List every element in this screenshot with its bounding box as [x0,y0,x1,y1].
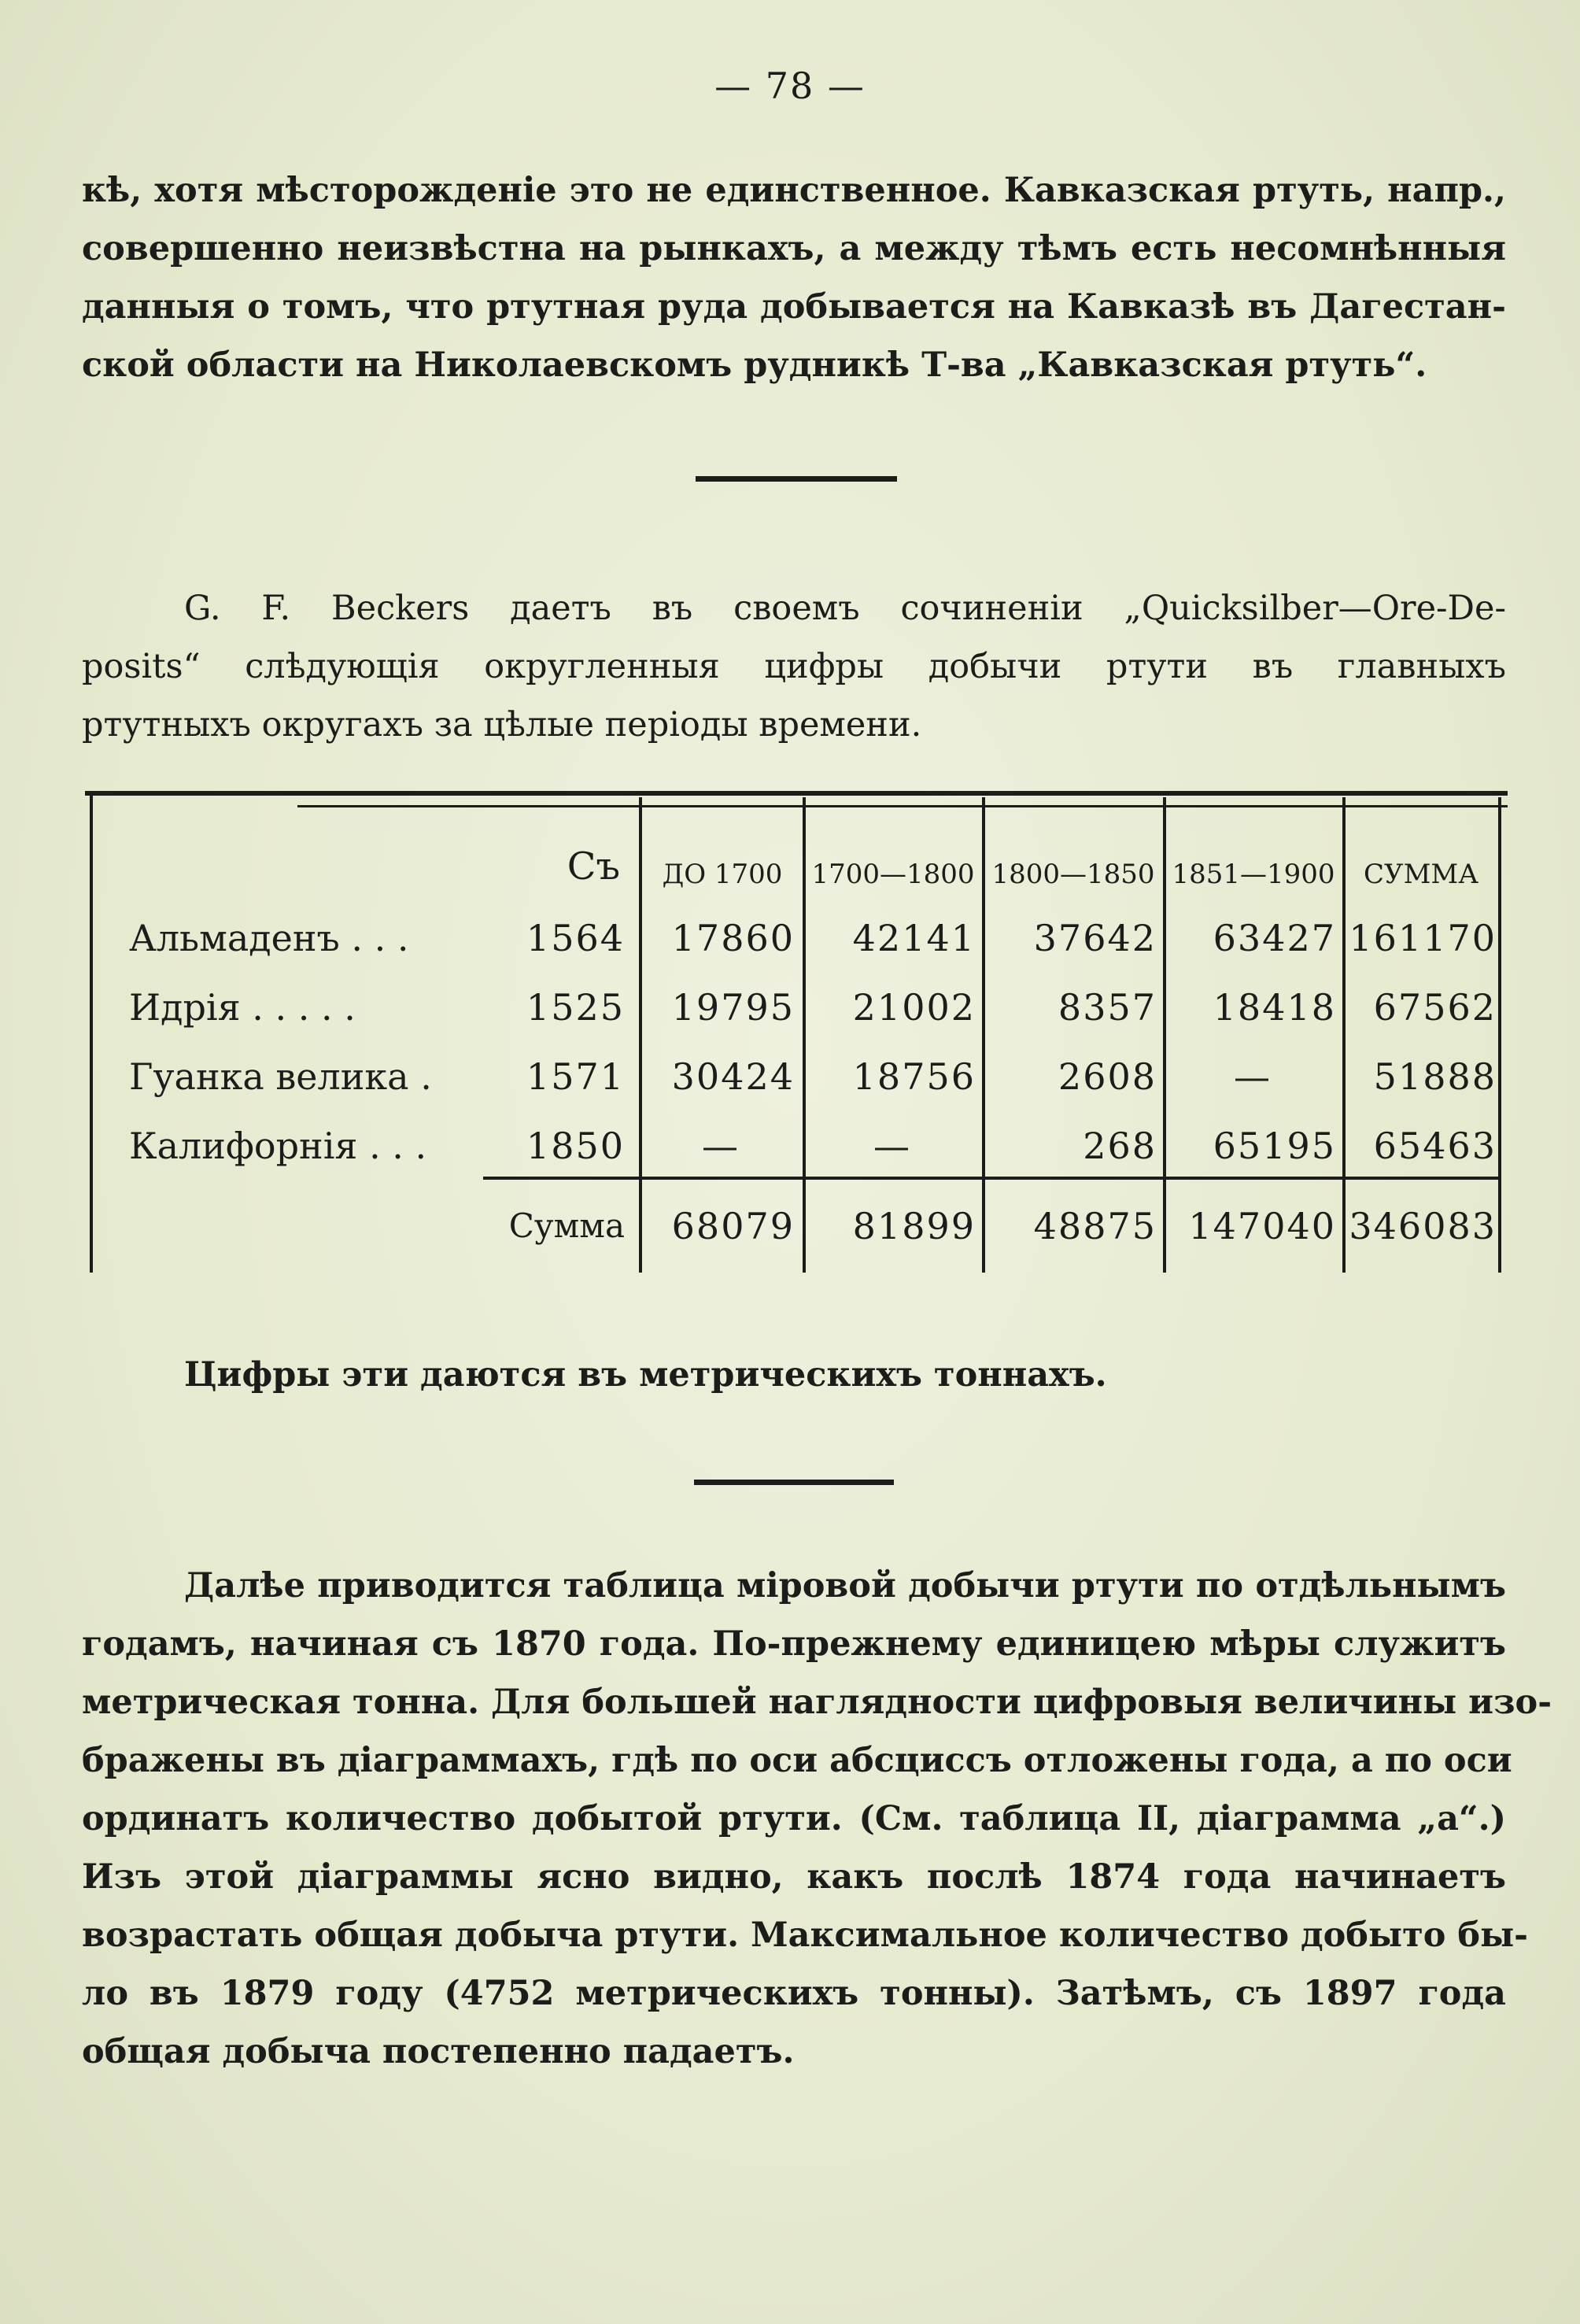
paragraph-4-line: годамъ, начиная съ 1870 года. По-прежнему единицею мѣры служитъ [82,1624,1506,1664]
row-since: 1850 [526,1125,625,1167]
paragraph-3-line: Цифры эти даются въ метрическихъ тоннахъ. [184,1355,1107,1395]
paragraph-4-line: общая добыча постепенно падаетъ. [82,2032,795,2071]
row-since: 1564 [526,917,625,959]
table-cell: 18756 [852,1055,976,1098]
table-cell: 18418 [1213,986,1336,1029]
table-cell: 268 [1083,1125,1157,1167]
table-cell: 19795 [671,986,795,1029]
table-cell: 37642 [1033,917,1157,959]
sum-rule [483,1177,1500,1180]
table-cell: 42141 [852,917,976,959]
table-cell: 51888 [1373,1055,1497,1098]
table-cell: 30424 [671,1055,795,1098]
total-cell: 147040 [1188,1205,1336,1247]
total-cell: 68079 [671,1205,795,1247]
paragraph-4-line: возрастать общая добыча ртути. Максимальное количество добыто бы- [82,1916,1529,1955]
table-top-rule [85,791,1508,796]
page-number: — 78 — [714,65,866,107]
table-cell: 65463 [1373,1125,1497,1167]
row-since: 1571 [526,1055,625,1098]
paragraph-2-line: posits“ слѣдующія округленныя цифры добычи ртути въ главныхъ [82,647,1506,686]
paragraph-4-line: метрическая тонна. Для большей наглядности цифровыя величины изо- [82,1683,1552,1722]
table-left-border [90,791,93,1273]
paragraph-1-line: кѣ, хотя мѣсторожденіе это не единственное. Кавказская ртуть, напр., [82,171,1506,210]
paragraph-1-line: совершенно неизвѣстна на рынкахъ, а между тѣмъ есть несомнѣнныя [82,229,1506,268]
table-column-divider [639,797,642,1273]
production-table [85,791,1508,1279]
paragraph-4-line: Изъ этой діаграммы ясно видно, какъ послѣ 1874 года начинаетъ [82,1857,1506,1897]
table-cell: 21002 [852,986,976,1029]
header-since: Съ [567,844,620,889]
table-cell: — [1234,1055,1270,1098]
table-cell: 65195 [1213,1125,1336,1167]
paragraph-3 [184,1346,1443,1404]
total-cell: 346083 [1349,1205,1497,1247]
paragraph-4-line: Далѣе приводится таблица міровой добычи ртути по отдѣльнымъ [184,1566,1506,1605]
table-column-divider [1342,797,1346,1273]
header-before-1700: ДО 1700 [662,859,783,890]
table-right-border [1498,797,1501,1273]
paragraph-1 [82,161,1506,394]
total-label: Сумма [508,1206,625,1245]
header-1700-1800: 1700—1800 [811,859,975,890]
table-cell: 161170 [1349,917,1497,959]
table-cell: 63427 [1213,917,1336,959]
table-column-divider [982,797,985,1273]
section-divider [694,1480,894,1485]
table-column-divider [803,797,806,1273]
paragraph-4-line: ординатъ количество добытой ртути. (См. таблица II, діаграмма „а“.) [82,1799,1506,1838]
header-total: СУММА [1364,859,1478,890]
row-since: 1525 [526,986,625,1029]
total-cell: 48875 [1033,1205,1157,1247]
row-label: Идрія . . . . . [129,986,356,1029]
paragraph-2-line: ртутныхъ округахъ за цѣлые періоды времени. [82,705,922,744]
paragraph-2 [82,579,1506,754]
paragraph-4-line: ло въ 1879 году (4752 метрическихъ тонны). Затѣмъ, съ 1897 года [82,1974,1506,2013]
table-cell: — [702,1125,738,1167]
table-cell: 2608 [1058,1055,1157,1098]
total-cell: 81899 [852,1205,976,1247]
paragraph-4-line: бражены въ діаграммахъ, гдѣ по оси абсциссъ отложены года, а по оси [82,1741,1512,1780]
table-cell: 8357 [1058,986,1157,1029]
paragraph-1-line: ской области на Николаевскомъ рудникѣ Т-ва „Кавказская ртуть“. [82,345,1427,385]
row-label: Гуанка велика . [129,1055,432,1098]
paragraph-1-line: данныя о томъ, что ртутная руда добывается на Кавказѣ въ Дагестан- [82,287,1506,327]
paragraph-2-line: G. F. Beckers даетъ въ своемъ сочиненіи „Quicksilber—Ore-De- [184,589,1506,628]
row-label: Калифорнія . . . [129,1125,427,1167]
table-cell: 67562 [1373,986,1497,1029]
header-1800-1850: 1800—1850 [991,859,1155,890]
section-divider [696,476,897,482]
table-cell: 17860 [671,917,795,959]
header-1851-1900: 1851—1900 [1172,859,1335,890]
table-cell: — [873,1125,910,1167]
table-top-rule-thin [297,805,1508,807]
table-column-divider [1163,797,1166,1273]
row-label: Альмаденъ . . . [129,917,409,959]
paragraph-4 [82,1557,1552,2081]
